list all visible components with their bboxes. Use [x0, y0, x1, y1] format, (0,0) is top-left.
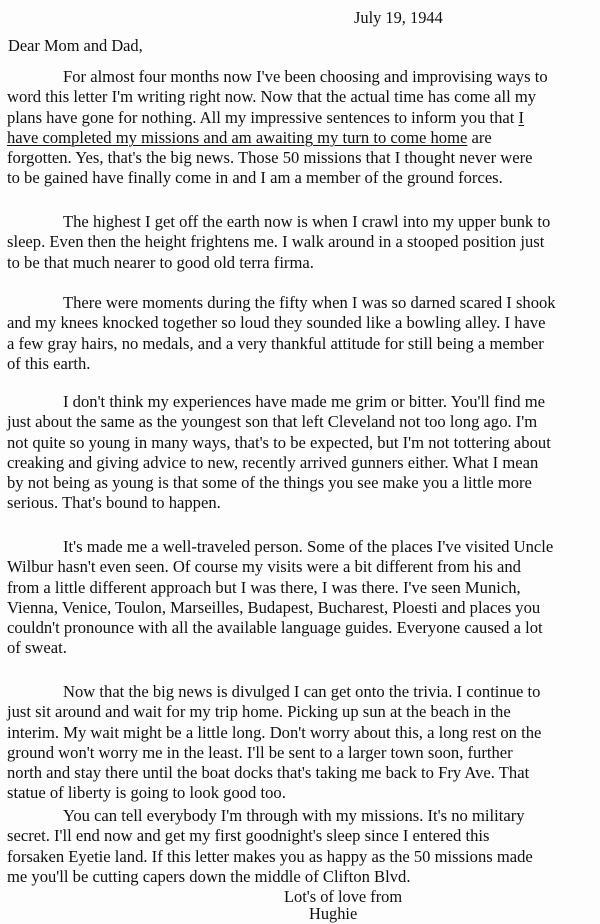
paragraph-line: secret. I'll end now and get my first goodnight's sleep since I entered this	[7, 826, 490, 846]
underlined-phrase: have completed my missions and am awaiting my turn to come home	[7, 127, 468, 147]
letter-greeting: Dear Mom and Dad,	[8, 36, 143, 55]
paragraph-line: ground won't worry me in the least. I'll be sent to a larger town soon, further	[7, 742, 513, 762]
paragraph-line: Now that the big news is divulged I can get onto the trivia. I continue to	[63, 682, 541, 701]
paragraph-line: statue of liberty is going to look good too.	[7, 783, 286, 803]
paragraph-line: For almost four months now I've been choosing and improvising ways to	[63, 67, 548, 86]
paragraph-goodnight	[7, 806, 597, 887]
paragraph-line-text: plans have gone for nothing. All my impressive sentences to inform you that	[7, 107, 519, 127]
paragraph-line: word this letter I'm writing right now. Now that the actual time has come all my	[7, 87, 537, 107]
paragraph-line-with-underline	[7, 108, 597, 128]
paragraph-line: of sweat.	[7, 638, 67, 658]
paragraph-line: You can tell everybody I'm through with my missions. It's no military	[63, 806, 525, 825]
paragraph-line: of this earth.	[7, 353, 91, 373]
paragraph-trivia	[7, 682, 597, 804]
paragraph-line: not quite so young in many ways, that's to be expected, but I'm not tottering about	[7, 432, 551, 452]
paragraph-line: creaking and giving advice to new, recently arrived gunners either. What I mean	[7, 452, 539, 472]
paragraph-line: There were moments during the fifty when I was so darned scared I shook	[63, 293, 556, 312]
paragraph-line: from a little different approach but I was there, I was there. I've seen Munich,	[7, 577, 521, 597]
letter-closing: Lot's of love from	[284, 887, 403, 906]
paragraph-line-with-underline	[7, 128, 597, 148]
paragraph-line: by not being as young is that some of the things you see make you a little more	[7, 473, 532, 493]
paragraph-line: sleep. Even then the height frightens me. I walk around in a stooped position just	[7, 232, 545, 252]
paragraph-line: Vienna, Venice, Toulon, Marseilles, Budapest, Bucharest, Ploesti and places you	[7, 597, 541, 617]
paragraph-experiences	[7, 392, 597, 514]
paragraph-line: to be gained have finally come in and I am a member of the ground forces.	[7, 168, 503, 188]
underlined-word: I	[518, 107, 525, 127]
paragraph-line: forgotten. Yes, that's the big news. Those 50 missions that I thought never were	[7, 148, 533, 168]
paragraph-line: forsaken Eyetie land. If this letter makes you as happy as the 50 missions made	[7, 846, 533, 866]
paragraph-line: serious. That's bound to happen.	[7, 493, 221, 513]
paragraph-line: It's made me a well-traveled person. Some of the places I've visited Uncle	[63, 537, 554, 556]
paragraph-line: The highest I get off the earth now is when I crawl into my upper bunk to	[63, 212, 551, 231]
paragraph-line: just about the same as the youngest son that left Cleveland not too long ago. I'm	[7, 412, 538, 432]
paragraph-fifty-missions	[7, 293, 597, 374]
paragraph-line: I don't think my experiences have made me grim or bitter. You'll find me	[63, 392, 546, 411]
paragraph-line: and my knees knocked together so loud they sounded like a bowling alley. I have	[7, 313, 546, 333]
paragraph-line: Wilbur hasn't even seen. Of course my visits were a bit different from his and	[7, 557, 521, 577]
letter-signature: Hughie	[309, 904, 358, 923]
letter-date: July 19, 1944	[354, 8, 443, 27]
paragraph-line: interim. My wait might be a little long. Don't worry about this, a long rest on the	[7, 722, 542, 742]
paragraph-travels	[7, 537, 597, 659]
paragraph-line: couldn't pronounce with all the available language guides. Everyone caused a lot	[7, 618, 543, 638]
paragraph-line: just sit around and wait for my trip home. Picking up sun at the beach in the	[7, 702, 511, 722]
paragraph-line: me you'll be cutting capers down the middle of Clifton Blvd.	[7, 866, 411, 886]
paragraph-upper-bunk	[7, 212, 597, 273]
paragraph-line: north and stay there until the boat docks that's taking me back to Fry Ave. That	[7, 763, 530, 783]
paragraph-line: a few gray hairs, no medals, and a very thankful attitude for still being a member	[7, 333, 544, 353]
paragraph-line-text: are	[467, 127, 492, 147]
paragraph-line: to be that much nearer to good old terra firma.	[7, 252, 314, 272]
paragraph-missions-complete	[7, 67, 597, 189]
